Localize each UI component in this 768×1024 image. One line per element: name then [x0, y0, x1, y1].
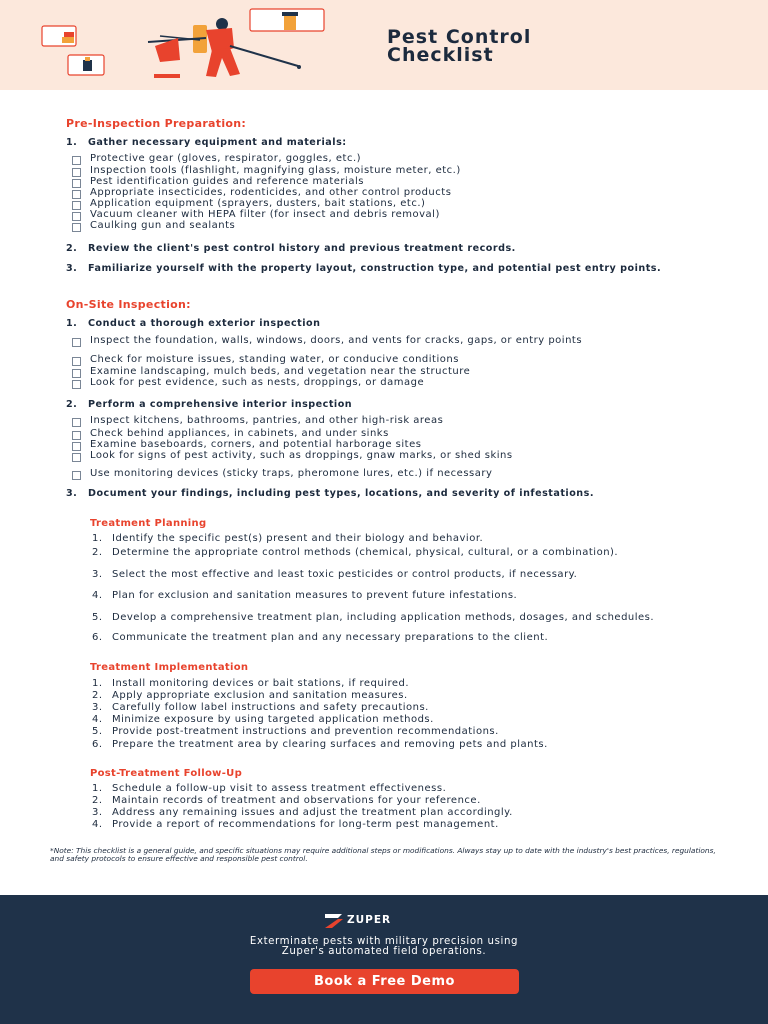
list-item: 3. Carefully follow label instructions and safety precautions.: [92, 702, 429, 713]
checkbox[interactable]: [72, 190, 81, 199]
checkbox[interactable]: [72, 442, 81, 451]
checklist-item[interactable]: Inspect the foundation, walls, windows, doors, and vents for cracks, gaps, or entry points: [72, 337, 632, 345]
onsite-step-3: 3. Document your findings, including pest types, locations, and severity of infestations.: [66, 488, 594, 499]
page-title: Pest Control Checklist: [387, 26, 532, 66]
checklist-item[interactable]: Examine landscaping, mulch beds, and vegetation near the structure: [72, 368, 712, 376]
section-heading-treatment-planning: Treatment Planning: [90, 518, 207, 529]
checkbox[interactable]: [72, 201, 81, 210]
book-demo-button[interactable]: Book a Free Demo: [250, 969, 519, 994]
checklist-item[interactable]: Look for signs of pest activity, such as droppings, gnaw marks, or shed skins: [72, 452, 662, 460]
list-item: 6. Communicate the treatment plan and any necessary preparations to the client.: [92, 632, 549, 643]
checkbox[interactable]: [72, 179, 81, 188]
list-item: 5. Develop a comprehensive treatment plan, including application methods, dosages, and schedules.: [92, 612, 655, 623]
list-item: 1. Schedule a follow-up visit to assess treatment effectiveness.: [92, 783, 447, 794]
list-item: 4. Minimize exposure by using targeted application methods.: [92, 714, 434, 725]
checklist-item[interactable]: Inspect kitchens, bathrooms, pantries, and other high-risk areas: [72, 417, 712, 425]
checklist-item[interactable]: Examine baseboards, corners, and potential harborage sites: [72, 441, 712, 449]
zuper-logo-icon: [324, 913, 344, 929]
section-heading-follow-up: Post-Treatment Follow-Up: [90, 768, 243, 779]
checkbox[interactable]: [72, 418, 81, 427]
list-item: 4. Provide a report of recommendations for long-term pest management.: [92, 819, 499, 830]
list-item: 2. Determine the appropriate control methods (chemical, physical, cultural, or a combination).: [92, 547, 619, 558]
pre-step-2: 2. Review the client's pest control history and previous treatment records.: [66, 243, 516, 254]
checklist-item[interactable]: Inspection tools (flashlight, magnifying glass, moisture meter, etc.): [72, 167, 712, 175]
checklist-item[interactable]: Appropriate insecticides, rodenticides, and other control products: [72, 189, 712, 197]
list-item: 3. Address any remaining issues and adjust the treatment plan accordingly.: [92, 807, 513, 818]
checklist-item[interactable]: Application equipment (sprayers, dusters, bait stations, etc.): [72, 200, 712, 208]
list-item: 2. Maintain records of treatment and observations for your reference.: [92, 795, 481, 806]
list-item: 1. Install monitoring devices or bait stations, if required.: [92, 678, 410, 689]
checkbox[interactable]: [72, 338, 81, 347]
pre-step-1: 1. Gather necessary equipment and materials:: [66, 137, 347, 148]
list-item: 3. Select the most effective and least toxic pesticides or control products, if necessary.: [92, 569, 578, 580]
checkbox[interactable]: [72, 357, 81, 366]
checklist-item[interactable]: Pest identification guides and reference materials: [72, 178, 712, 186]
list-item: 1. Identify the specific pest(s) present and their biology and behavior.: [92, 533, 484, 544]
checkbox[interactable]: [72, 212, 81, 221]
list-item: 2. Apply appropriate exclusion and sanitation measures.: [92, 690, 408, 701]
section-heading-pre-inspection: Pre-Inspection Preparation:: [66, 117, 247, 130]
section-heading-treatment-implementation: Treatment Implementation: [90, 662, 249, 673]
list-item: 6. Prepare the treatment area by clearing surfaces and removing pets and plants.: [92, 739, 548, 750]
checkbox[interactable]: [72, 453, 81, 462]
checklist-item[interactable]: Check behind appliances, in cabinets, and under sinks: [72, 430, 712, 438]
onsite-step-1: 1. Conduct a thorough exterior inspection: [66, 318, 321, 329]
bug-spray-icon: [68, 55, 104, 75]
checklist-item[interactable]: Vacuum cleaner with HEPA filter (for insect and debris removal): [72, 211, 712, 219]
checklist-item[interactable]: Protective gear (gloves, respirator, goggles, etc.): [72, 155, 712, 163]
checkbox[interactable]: [72, 156, 81, 165]
checkbox[interactable]: [72, 380, 81, 389]
checkbox[interactable]: [72, 431, 81, 440]
list-item: 5. Provide post-treatment instructions and prevention recommendations.: [92, 726, 499, 737]
checklist-item[interactable]: Check for moisture issues, standing water, or conducive conditions: [72, 356, 712, 364]
checklist-item[interactable]: Use monitoring devices (sticky traps, pheromone lures, etc.) if necessary: [72, 470, 712, 478]
pesticide-can-icon: [250, 9, 324, 31]
checklist-item[interactable]: Look for pest evidence, such as nests, droppings, or damage: [72, 379, 712, 387]
checkbox[interactable]: [72, 168, 81, 177]
spray-bottle-icon: [42, 26, 76, 46]
list-item: 4. Plan for exclusion and sanitation measures to prevent future infestations.: [92, 590, 518, 601]
disclaimer-note: *Note: This checklist is a general guide, and specific situations may require additional steps or modifications. Always stay up to date with the industry's best practices, regulations, and safety protocols to ensure effective and responsible pest control.: [50, 846, 716, 863]
section-heading-on-site: On-Site Inspection:: [66, 298, 191, 311]
pest-sprayer-worker-illustration: [0, 0, 340, 90]
checklist-item[interactable]: Caulking gun and sealants: [72, 222, 712, 230]
checkbox[interactable]: [72, 223, 81, 232]
zuper-logo-text: ZUPER: [347, 914, 392, 926]
onsite-step-2: 2. Perform a comprehensive interior inspection: [66, 399, 353, 410]
footer-tagline: Exterminate pests with military precision using Zuper's automated field operations.: [249, 936, 519, 957]
checkbox[interactable]: [72, 369, 81, 378]
checkbox[interactable]: [72, 471, 81, 480]
pre-step-3: 3. Familiarize yourself with the property layout, construction type, and potential pest entry points.: [66, 263, 662, 274]
